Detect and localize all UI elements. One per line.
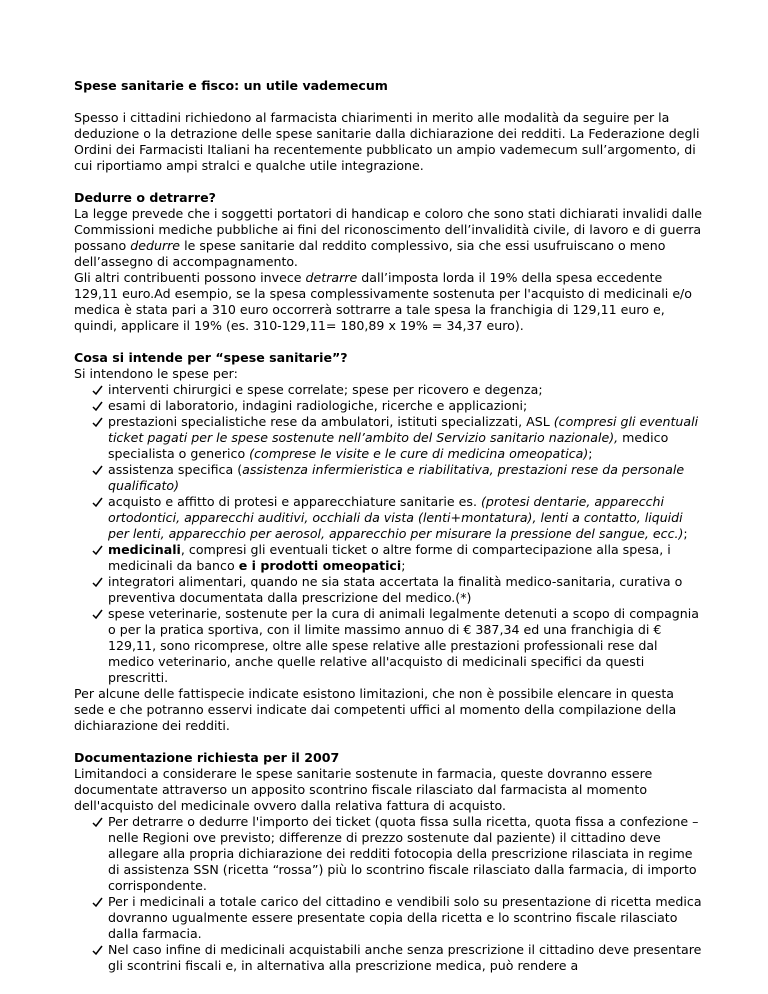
list-item: spese veterinarie, sostenute per la cura di animali legalmente detenuti a scopo di compagnia o per la pratica sportiva, con il limite massimo annuo di € 387,34 ed una franchigia di € 129,11, sono ricomprese, oltre alle spese relative alle prestazioni professionali rese dal medico veterinario, anche quelle relative all'acquisto di medicinali specifici da questi prescritti. [74, 606, 704, 686]
list-item: medicinali, compresi gli eventuali ticket o altre forme di compartecipazione alla spesa, i medicinali da banco e i prodotti omeopatici; [74, 542, 704, 574]
documentazione-list [74, 814, 704, 974]
checkmark-icon [92, 814, 106, 830]
list-item: acquisto e affitto di protesi e apparecchiature sanitarie es. (protesi dentarie, apparecchi ortodontici, apparecchi auditivi, occhiali da vista (lenti+montatura), lenti a contatto, liquidi per lenti, apparecchio per aerosol, apparecchio per misurare la pressione del sangue, ecc.); [74, 494, 704, 542]
spese-note: Per alcune delle fattispecie indicate esistono limitazioni, che non è possibile elencare in questa sede e che potranno esservi indicate dai competenti uffici al momento della compilazione della dichiarazione dei redditi. [74, 686, 677, 733]
documentazione-lead: Limitandoci a considerare le spese sanitarie sostenute in farmacia, queste dovranno essere documentate attraverso un apposito scontrino fiscale rilasciato dal farmacista al momento dell'acquisto del medicinale ovvero dalla relativa fattura di acquisto. [74, 766, 653, 813]
checkmark-icon [92, 462, 106, 478]
list-item: Nel caso infine di medicinali acquistabili anche senza prescrizione il cittadino deve presentare gli scontrini fiscali e, in alternativa alla prescrizione medica, può rendere a [74, 942, 704, 974]
spese-list [74, 382, 704, 686]
list-item: prestazioni specialistiche rese da ambulatori, istituti specializzati, ASL (compresi gli eventuali ticket pagati per le spese sostenute nell’ambito del Servizio sanitario nazionale), medico specialista o generico (comprese le visite e le cure di medicina omeopatica); [74, 414, 704, 462]
checkmark-icon [92, 606, 106, 622]
document-page [74, 78, 704, 974]
spese-lead: Si intendono le spese per: [74, 366, 238, 381]
list-item: assistenza specifica (assistenza infermieristica e riabilitativa, prestazioni rese da personale qualificato) [74, 462, 704, 494]
dedurre-paragraph-2: Gli altri contribuenti possono invece detrarre dall’imposta lorda il 19% della spesa eccedente 129,11 euro.Ad esempio, se la spesa complessivamente sostenuta per l'acquisto di medicinali e/o medica è stata pari a 310 euro occorrerà sottrarre a tale spesa la franchigia di 129,11 euro e, quindi, applicare il 19% (es. 310-129,11= 180,89 x 19% = 34,37 euro). [74, 270, 693, 333]
checkmark-icon [92, 574, 106, 590]
checkmark-icon [92, 894, 106, 910]
list-item: Per i medicinali a totale carico del cittadino e vendibili solo su presentazione di ricetta medica dovranno ugualmente essere presentate copia della ricetta e lo scontrino fiscale rilasciato dalla farmacia. [74, 894, 704, 942]
checkmark-icon [92, 542, 106, 558]
dedurre-paragraph-1: La legge prevede che i soggetti portatori di handicap e coloro che sono stati dichiarati invalidi dalle Commissioni mediche pubbliche ai fini del riconoscimento dell’invalidità civile, di lavoro e di guerra possano dedurre le spese sanitarie dal reddito complessivo, sia che essi usufruiscano o meno dell’assegno di accompagnamento. [74, 206, 703, 269]
intro-paragraph: Spesso i cittadini richiedono al farmacista chiarimenti in merito alle modalità da seguire per la deduzione o la detrazione delle spese sanitarie dalla dichiarazione dei redditi. La Federazione degli Ordini dei Farmacisti Italiani ha recentemente pubblicato un ampio vademecum sull’argomento, di cui riportiamo ampi stralci e qualche utile integrazione. [74, 110, 700, 173]
section-heading-dedurre: Dedurre o detrarre? [74, 190, 216, 205]
list-item: interventi chirurgici e spese correlate; spese per ricovero e degenza; [74, 382, 704, 398]
list-item: Per detrarre o dedurre l'importo dei ticket (quota fissa sulla ricetta, quota fissa a confezione – nelle Regioni ove previsto; differenze di prezzo sostenute dal paziente) il cittadino deve allegare alla propria dichiarazione dei redditi fotocopia della prescrizione rilasciata in regime di assistenza SSN (ricetta “rossa”) più lo scontrino fiscale rilasciato dalla farmacia, di importo corrispondente. [74, 814, 704, 894]
list-item: esami di laboratorio, indagini radiologiche, ricerche e applicazioni; [74, 398, 704, 414]
checkmark-icon [92, 414, 106, 430]
section-heading-documentazione: Documentazione richiesta per il 2007 [74, 750, 340, 765]
checkmark-icon [92, 942, 106, 958]
section-heading-spese: Cosa si intende per “spese sanitarie”? [74, 350, 348, 365]
checkmark-icon [92, 494, 106, 510]
checkmark-icon [92, 382, 106, 398]
list-item: integratori alimentari, quando ne sia stata accertata la finalità medico-sanitaria, curativa o preventiva documentata dalla prescrizione del medico.(*) [74, 574, 704, 606]
document-title: Spese sanitarie e fisco: un utile vademecum [74, 78, 388, 93]
checkmark-icon [92, 398, 106, 414]
